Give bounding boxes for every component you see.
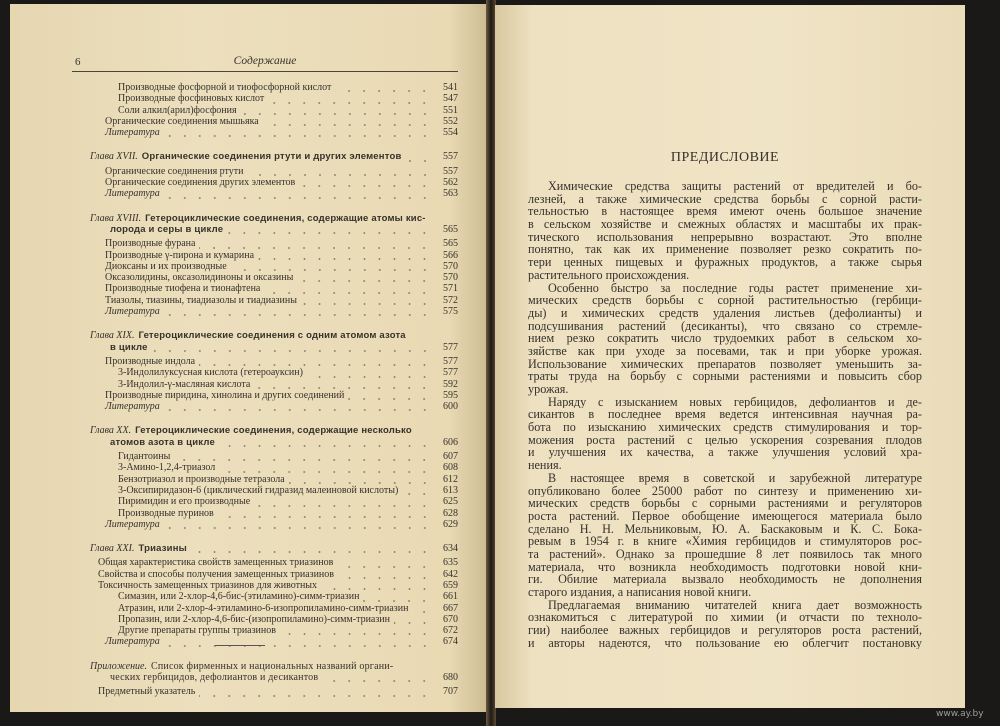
page-ref: 570: [443, 260, 458, 272]
dot-leader: [191, 546, 432, 554]
page-ref: 566: [443, 249, 458, 261]
toc-chapter: [72, 543, 458, 554]
page-ref: 613: [443, 484, 458, 496]
text-line: мических средств борьбы с сорной растительностью (гербици-: [528, 294, 922, 307]
dot-leader: [268, 97, 432, 105]
page-ref: 575: [443, 306, 458, 318]
text-line: тери ценных пищевых и фуражных продуктов, а также сырья: [528, 256, 922, 269]
chapter-label: Глава XX.: [90, 425, 132, 437]
toc-entry[interactable]: [72, 474, 458, 485]
chapter-title: в цикле: [110, 341, 148, 353]
entry-title: Органические соединения ртути: [105, 165, 244, 177]
toc-entry[interactable]: [72, 272, 458, 283]
chapter-title: Список фирменных и национальных названий органи-: [150, 660, 394, 672]
page-ref: 562: [443, 177, 458, 189]
text-line: можения роста растений с целью ускорения созревания плодов: [528, 433, 922, 447]
text-line: зяйстве как при уходе за посевами, так и при уборке урожая.: [528, 344, 922, 358]
text-line: тельностью в настоящее время имеют очень большое значение: [528, 205, 922, 219]
page-ref: 628: [443, 507, 458, 519]
dot-leader: [402, 488, 432, 496]
header-rule: [72, 71, 458, 72]
text-line: старого издания, а написания новой книги.: [528, 586, 752, 599]
toc-entry[interactable]: [72, 496, 458, 507]
chapter-title-line: [72, 213, 458, 224]
toc-entry[interactable]: [72, 177, 458, 188]
page-ref: 563: [443, 188, 458, 200]
entry-title: 3-Оксипиридазон-6 (циклический гидразид малеиновой кислоты): [118, 484, 399, 496]
paragraph: [528, 599, 922, 650]
chapter-title-line: [72, 543, 458, 554]
entry-title: Тиазолы, тиазины, тиадиазолы и тиадиазины: [105, 294, 297, 306]
chapter-title-line: [72, 342, 458, 353]
toc-group: [72, 330, 458, 412]
page-ref: 707: [443, 686, 458, 698]
entry-title: Пиримидин и его производные: [118, 496, 251, 508]
entry-title: Оксазолидины, оксазолидиноны и оксазины: [105, 272, 294, 284]
dot-leader: [258, 253, 432, 261]
entry-title: Общая характеристика свойств замещенных триазинов: [98, 557, 334, 569]
toc-entry[interactable]: [72, 283, 458, 294]
page-ref: 570: [443, 272, 458, 284]
dot-leader: [289, 477, 432, 485]
entry-title: Симазин, или 2-хлор-4,6-бис-(этиламино)-симм-триазин: [118, 591, 360, 603]
preface-title: ПРЕДИСЛОВИЕ: [670, 150, 780, 165]
chapter-title: Органические соединения ртути и других элементов: [141, 151, 402, 163]
toc-group: [72, 82, 458, 138]
text-line: Химические средства защиты растений от вредителей и бо-: [548, 180, 922, 193]
toc-entry[interactable]: [72, 261, 458, 272]
chapter-title: Триазины: [138, 543, 187, 555]
text-line: материала, что возникла необходимость подготовки новой кни-: [528, 560, 922, 574]
page-ref: 572: [443, 294, 458, 306]
entry-title: Пропазин, или 2-хлор-4,6-бис-(изопропиламино)-симм-триазин: [118, 613, 391, 625]
toc-group: [72, 213, 458, 318]
chapter-title-line: [72, 151, 458, 162]
toc-entry[interactable]: [72, 379, 458, 390]
toc-entry[interactable]: [72, 614, 458, 625]
text-line: урожая.: [528, 383, 569, 396]
chapter-label: Глава XVIII.: [90, 212, 142, 224]
chapter-title: лорода и серы в цикле: [110, 223, 224, 235]
dot-leader: [322, 675, 432, 683]
page-ref: 557: [443, 165, 458, 177]
entry-title: Производные индола: [105, 355, 196, 367]
entry-title: Производные фосфиновых кислот: [118, 93, 265, 105]
page-ref: 592: [443, 378, 458, 390]
text-line: понятно, так как их применение позволяет резко сократить по-: [528, 243, 922, 257]
dot-leader: [338, 572, 432, 580]
dot-leader: [164, 522, 432, 530]
entry-title: Предметный указатель: [98, 686, 196, 698]
text-line: и улучшения их качества, а также улучшения условий хра-: [528, 446, 922, 460]
dot-leader: [199, 242, 432, 250]
toc-entry[interactable]: [72, 105, 458, 116]
dot-leader: [152, 345, 432, 353]
paragraph: [528, 472, 922, 599]
entry-title: 3-Индолилуксусная кислота (гетероауксин): [118, 367, 303, 379]
paragraph: [528, 282, 922, 396]
toc-group: [72, 151, 458, 199]
text-line: тического использования непрерывно возрастают. Это вполне: [528, 230, 922, 244]
page-ref: 577: [443, 341, 458, 353]
page-ref: 674: [443, 636, 458, 648]
text-line: та растений». Однако за прошедшие 8 лет появилось так много: [528, 547, 922, 561]
dot-leader: [335, 85, 432, 93]
page-ref: 608: [443, 462, 458, 474]
toc-appendix: [72, 661, 458, 684]
entry-title: Другие препараты группы триазинов: [118, 625, 276, 637]
dot-leader: [254, 500, 432, 508]
dot-leader: [280, 628, 432, 636]
dot-leader: [199, 690, 432, 698]
text-line: ды) и химических средств удаления листьев (дефолианты) и: [528, 306, 922, 320]
entry-title: Токсичность замещенных триазинов для животных: [98, 579, 318, 591]
page-ref: 667: [443, 602, 458, 614]
dot-leader: [164, 640, 432, 648]
page-ref: 606: [443, 436, 458, 448]
entry-title: Органические соединения других элементов: [105, 177, 296, 189]
toc-entry[interactable]: [72, 508, 458, 519]
text-line: Особенно быстро за последние годы растет применение хи-: [548, 281, 922, 295]
page-ref: 672: [443, 625, 458, 637]
chapter-title-line: [72, 330, 458, 341]
toc-entry[interactable]: [72, 166, 458, 177]
page-ref: 565: [443, 223, 458, 235]
page-ref: 541: [443, 82, 458, 93]
toc-entry[interactable]: [72, 238, 458, 249]
entry-title: Органические соединения мышьяка: [105, 115, 259, 127]
dot-leader: [164, 404, 432, 412]
page-ref: 554: [443, 127, 458, 139]
toc-entry[interactable]: [72, 451, 458, 462]
entry-title: 3-Амино-1,2,4-триазол: [118, 462, 216, 474]
dot-leader: [219, 440, 432, 448]
text-line: подсушивания растений (десиканты), что связано со стремле-: [528, 319, 922, 333]
toc-entry[interactable]: [72, 557, 458, 568]
text-line: траты труда на борьбу с сорными растениями и повысить сбор: [528, 370, 922, 383]
chapter-title-line: [72, 437, 458, 448]
dot-leader: [227, 227, 432, 235]
text-line: нием резко сократить число трудоемких работ в сельском хо-: [528, 332, 922, 345]
page-ref: 557: [443, 151, 458, 163]
toc-entry[interactable]: [72, 485, 458, 496]
toc-chapter: [72, 425, 458, 448]
entry-title: Производные пуринов: [118, 507, 214, 519]
toc-entry[interactable]: [72, 295, 458, 306]
entry-title: Гидантоины: [118, 451, 171, 463]
entry-title: Производные γ-пирона и кумарина: [105, 249, 255, 261]
entry-title: Атразин, или 2-хлор-4-этиламино-6-изопропиламино-симм-триазин: [118, 602, 409, 614]
page-ref: 642: [443, 568, 458, 580]
toc-entry[interactable]: [72, 93, 458, 104]
entry-title: Литература: [105, 127, 160, 139]
text-line: В настоящее время в советской и зарубежной литературе: [548, 471, 922, 485]
page-ref: 629: [443, 518, 458, 530]
chapter-label: Глава XXI.: [90, 543, 135, 555]
toc-entry[interactable]: [72, 462, 458, 473]
dot-leader: [406, 155, 433, 163]
text-line: ревым в 1954 г. в книге «Химия гербицидов и стимуляторов рос-: [528, 535, 922, 548]
page-ref: 635: [443, 557, 458, 569]
toc-entry[interactable]: [72, 636, 458, 647]
dot-leader: [412, 606, 432, 614]
chapter-title: Гетероциклические соединения, содержащие несколько: [135, 425, 412, 437]
preface-body: [528, 180, 922, 649]
page-ref: 661: [443, 591, 458, 603]
dot-leader: [297, 275, 432, 283]
text-line: бота по изысканию химических средств стимулирования и тор-: [528, 421, 922, 434]
running-head: Содержание: [233, 55, 297, 67]
text-line: сделано Н. Н. Мельниковым, Ю. А. Баскаковым и К. С. Бока-: [528, 522, 922, 536]
page-ref: 625: [443, 496, 458, 508]
toc-entry[interactable]: [72, 625, 458, 636]
entry-title: Бензотриазол и производные тетразола: [118, 473, 285, 485]
page-ref: 634: [443, 543, 458, 555]
page-ref: 612: [443, 473, 458, 485]
text-line: опубликовано более 25000 работ по синтезу и применению хи-: [528, 484, 922, 498]
paragraph: [528, 180, 922, 282]
text-line: роста растений. Первое обобщение имеющегося материала было: [528, 509, 922, 523]
toc-entry[interactable]: [72, 569, 458, 580]
text-line: гии) наиболее важных гербицидов и регуляторов роста растений,: [528, 624, 922, 637]
entry-title: Производные фурана: [105, 238, 196, 250]
text-line: Наряду с изысканием новых гербицидов, дефолиантов и де-: [548, 395, 922, 409]
text-line: растительного происхождения.: [528, 268, 690, 282]
toc-entry[interactable]: [72, 390, 458, 401]
entry-title: Литература: [105, 401, 160, 413]
page-number: 6: [75, 56, 81, 68]
toc-entry[interactable]: [72, 580, 458, 591]
text-line: лезней, а также химические средства борьбы с сорной расти-: [528, 192, 922, 206]
end-rule: [215, 645, 265, 646]
chapter-title: ческих гербицидов, дефолиантов и десикантов: [110, 672, 319, 684]
entry-title: Диоксаны и их производные: [105, 260, 227, 272]
text-line: в сельском хозяйстве и смежных областях и масштабы их прак-: [528, 218, 922, 231]
text-line: ознакомиться с литературой по химии (и отчасти по техноло-: [528, 611, 922, 625]
page-ref: 607: [443, 451, 458, 463]
entry-title: Литература: [105, 306, 160, 318]
dot-leader: [199, 359, 432, 367]
chapter-title-line: [72, 672, 458, 683]
toc-group: [72, 425, 458, 530]
dot-leader: [219, 466, 432, 474]
text-line: сикантов в последнее время ведется интенсивная научная ра-: [528, 408, 922, 422]
chapter-title: Гетероциклические соединения с одним атомом азота: [138, 330, 406, 342]
table-of-contents: [72, 82, 458, 698]
page-ref: 680: [443, 672, 458, 684]
page-ref: 600: [443, 401, 458, 413]
page-ref: 551: [443, 104, 458, 116]
dot-leader: [164, 309, 432, 317]
entry-title: Литература: [105, 188, 160, 200]
toc-entry[interactable]: [72, 82, 458, 93]
watermark: www.ay.by: [936, 709, 984, 719]
entry-title: Литература: [105, 636, 160, 648]
text-line: мических средств борьбы с сорными растениями и регуляторов: [528, 497, 922, 510]
dot-leader: [307, 371, 432, 379]
dot-leader: [264, 287, 432, 295]
toc-entry[interactable]: [72, 686, 458, 697]
entry-title: Литература: [105, 518, 160, 530]
text-line: Использование химических препаратов позволяет уменьшить за-: [528, 357, 922, 371]
chapter-label: Глава XIX.: [90, 330, 135, 342]
chapter-title-line: [72, 425, 458, 436]
dot-leader: [164, 130, 432, 138]
toc-entry[interactable]: [72, 250, 458, 261]
dot-leader: [301, 298, 432, 306]
page-ref: 577: [443, 355, 458, 367]
text-line: и авторы надеются, что пользование ею облегчит постановку: [528, 636, 922, 650]
toc-chapter: [72, 213, 458, 236]
dot-leader: [299, 180, 432, 188]
entry-title: 3-Индолил-γ-масляная кислота: [118, 378, 251, 390]
page-ref: 659: [443, 579, 458, 591]
entry-title: Соли алкил(арил)фосфония: [118, 104, 237, 116]
toc-entry[interactable]: [72, 356, 458, 367]
entry-title: Производные пиридина, хинолина и других соединений: [105, 389, 345, 401]
toc-entry[interactable]: [72, 401, 458, 412]
page-ref: 552: [443, 115, 458, 127]
toc-group: [72, 661, 458, 698]
chapter-title-line: [72, 661, 458, 672]
dot-leader: [321, 583, 432, 591]
toc-group: [72, 543, 458, 648]
toc-chapter: [72, 330, 458, 353]
left-page: [10, 4, 487, 712]
dot-leader: [363, 595, 432, 603]
right-page: [495, 5, 965, 708]
toc-entry[interactable]: [72, 306, 458, 317]
text-line: нения.: [528, 459, 562, 472]
chapter-label: Приложение.: [90, 660, 147, 672]
dot-leader: [164, 192, 432, 200]
dot-leader: [218, 511, 432, 519]
entry-title: Производные фосфорной и тиофосфорной кислот: [118, 82, 332, 93]
toc-entry[interactable]: [72, 127, 458, 138]
dot-leader: [231, 264, 432, 272]
page-ref: 571: [443, 283, 458, 295]
chapter-title: атомов азота в цикле: [110, 436, 215, 448]
toc-chapter: [72, 151, 458, 162]
dot-leader: [241, 108, 432, 116]
dot-leader: [248, 169, 433, 177]
page-ref: 547: [443, 93, 458, 105]
chapter-title-line: [72, 224, 458, 235]
dot-leader: [263, 119, 432, 127]
toc-entry[interactable]: [72, 603, 458, 614]
dot-leader: [254, 382, 432, 390]
entry-title: Свойства и способы получения замещенных триазинов: [98, 568, 335, 580]
page-ref: 565: [443, 238, 458, 250]
dot-leader: [174, 454, 432, 462]
dot-leader: [337, 561, 432, 569]
text-line: Предлагаемая вниманию читателей книга дает возможность: [548, 598, 922, 612]
dot-leader: [348, 393, 432, 401]
toc-entry[interactable]: [72, 591, 458, 602]
text-line: ги. Обилие материала вызвало необходимость не дополнения: [528, 573, 922, 586]
chapter-title: Гетероциклические соединения, содержащие атомы кис-: [145, 212, 426, 224]
toc-entry[interactable]: [72, 116, 458, 127]
toc-entry[interactable]: [72, 367, 458, 378]
entry-title: Производные тиофена и тионафтена: [105, 283, 261, 295]
page-ref: 595: [443, 389, 458, 401]
dot-leader: [394, 617, 432, 625]
chapter-label: Глава XVII.: [90, 151, 138, 163]
paragraph: [528, 396, 922, 472]
page-ref: 577: [443, 367, 458, 379]
toc-entry[interactable]: [72, 519, 458, 530]
page-ref: 670: [443, 613, 458, 625]
toc-entry[interactable]: [72, 188, 458, 199]
